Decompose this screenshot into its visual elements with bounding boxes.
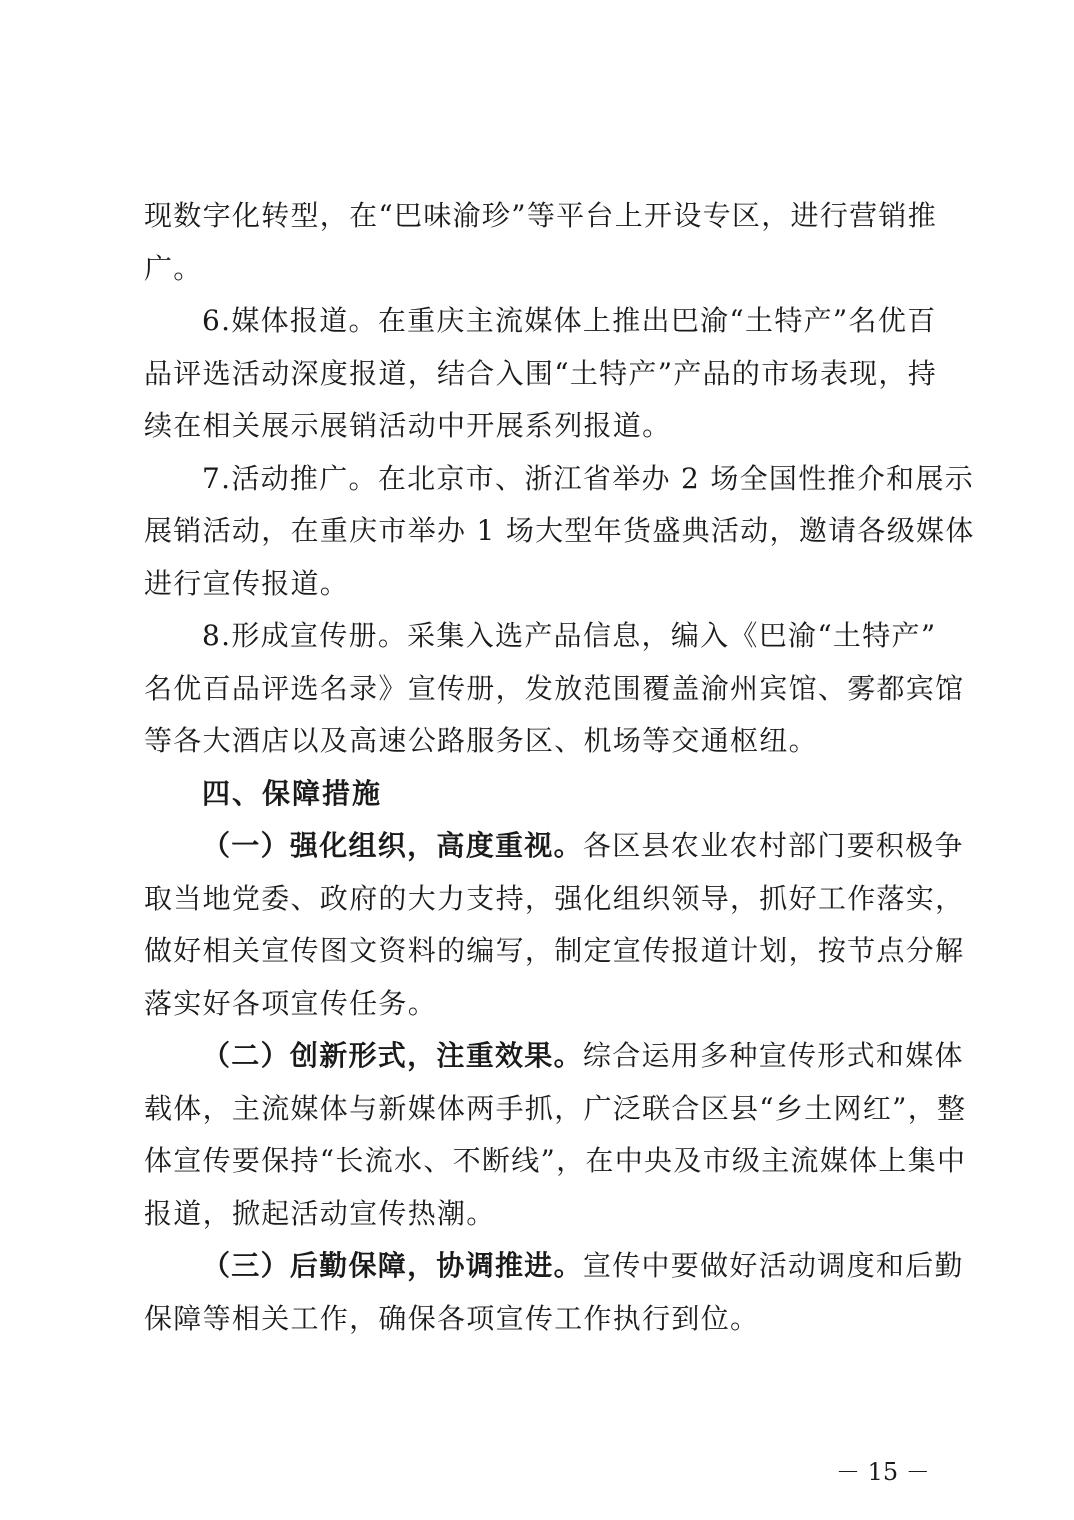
- section-heading: 四、保障措施: [202, 776, 383, 810]
- page-number: － 15 －: [836, 1458, 930, 1486]
- text-line: 载体，主流媒体与新媒体两手抓，广泛联合区县“乡土网红”，整: [144, 1091, 967, 1125]
- text-line: [144, 1240, 964, 1293]
- text-line: 广。: [144, 251, 203, 285]
- paragraph-digital-transformation: [144, 190, 944, 295]
- text-line: 展销活动，在重庆市举办 1 场大型年货盛典活动，邀请各级媒体: [144, 514, 975, 547]
- text-line: 6.媒体报道。在重庆主流媒体上推出巴渝“土特产”名优百: [202, 304, 937, 337]
- subsection-title: （一）强化组织，高度重视。: [202, 829, 583, 862]
- text-run: 各区县农业农村部门要积极争: [582, 829, 964, 862]
- document-body: [144, 190, 975, 1345]
- paragraph-logistics: [144, 1240, 964, 1345]
- subsection-title: （二）创新形式，注重效果。: [202, 1039, 583, 1072]
- text-line: 体宣传要保持“长流水、不断线”，在中央及市级主流媒体上集中: [144, 1144, 967, 1177]
- text-line: 等各大酒店以及高速公路服务区、机场等交通枢纽。: [144, 724, 818, 757]
- text-line: [144, 820, 964, 873]
- text-line: 落实好各项宣传任务。: [144, 986, 438, 1020]
- text-line: 取当地党委、政府的大力支持，强化组织领导，抓好工作落实，: [144, 881, 965, 915]
- text-line: 续在相关展示展销活动中开展系列报道。: [144, 409, 672, 442]
- text-line: 8.形成宣传册。采集入选产品信息，编入《巴渝“土特产”: [202, 619, 937, 652]
- text-line: 7.活动推广。在北京市、浙江省举办 2 场全国性推介和展示: [202, 461, 975, 495]
- text-line: 做好相关宣传图文资料的编写，制定宣传报道计划，按节点分解: [144, 934, 965, 967]
- paragraph-organization: [144, 820, 965, 1030]
- text-line: 保障等相关工作，确保各项宣传工作执行到位。: [144, 1301, 760, 1335]
- paragraph-brochure: [144, 610, 965, 768]
- text-line: 名优百品评选名录》宣传册，发放范围覆盖渝州宾馆、雾都宾馆: [144, 671, 965, 705]
- text-run: 宣传中要做好活动调度和后勤: [582, 1249, 964, 1282]
- text-line: 进行宣传报道。: [144, 566, 350, 600]
- text-line: 品评选活动深度报道，结合入围“土特产”产品的市场表现，持: [144, 356, 938, 390]
- paragraph-innovation: [144, 1030, 967, 1240]
- paragraph-media-reports: [144, 295, 944, 453]
- text-run: 综合运用多种宣传形式和媒体: [582, 1039, 964, 1072]
- text-line: 报道，掀起活动宣传热潮。: [144, 1196, 496, 1230]
- subsection-title: （三）后勤保障，协调推进。: [202, 1249, 583, 1282]
- text-line: [144, 1030, 964, 1083]
- paragraph-event-promotion: [144, 453, 975, 611]
- text-line: 现数字化转型，在“巴味渝珍”等平台上开设专区，进行营销推: [144, 199, 938, 232]
